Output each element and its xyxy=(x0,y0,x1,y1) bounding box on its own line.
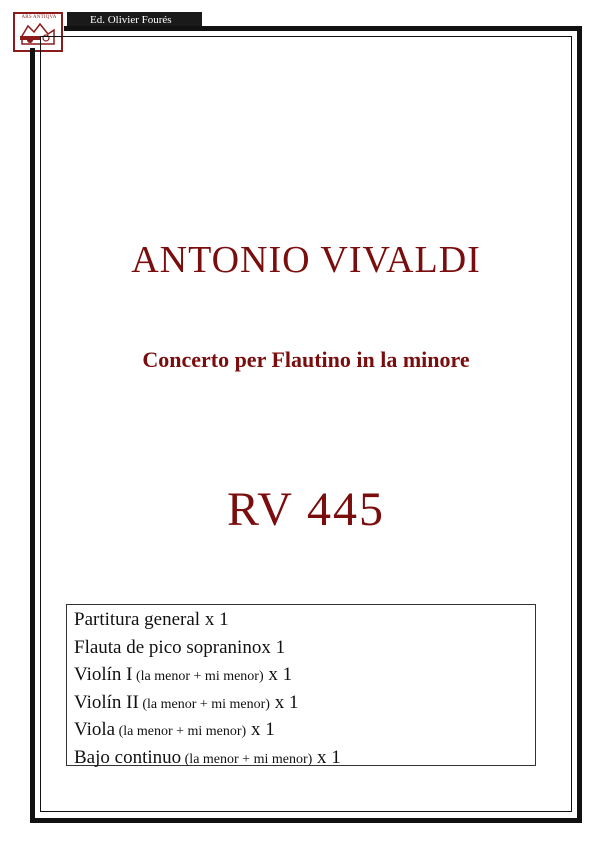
part-count: x 1 xyxy=(200,609,229,630)
editor-label: Ed. Olivier Fourés xyxy=(86,12,176,28)
frame-top-border xyxy=(64,26,582,31)
part-row xyxy=(74,662,528,690)
part-name: Violín II xyxy=(74,691,139,713)
part-detail: (la menor + mi menor) xyxy=(138,696,270,712)
part-name: Partitura general xyxy=(74,609,201,630)
part-row xyxy=(74,690,528,718)
part-name: Flauta de pico sopraninox 1 xyxy=(74,636,286,658)
part-row xyxy=(74,745,528,773)
logo-text: ARS ANTIQVA xyxy=(21,15,57,20)
parts-list xyxy=(66,604,536,766)
part-detail: (la menor + mi menor) xyxy=(115,724,247,739)
work-title: Concerto per Flautino in la minore xyxy=(142,347,470,372)
part-row xyxy=(74,607,528,635)
part-name: Viola xyxy=(74,719,116,740)
part-name: Bajo continuo xyxy=(74,746,182,768)
frame-bottom-border xyxy=(30,818,582,823)
catalog-number: RV 445 xyxy=(227,483,385,536)
frame-left-border xyxy=(30,48,35,823)
part-count: x 1 xyxy=(269,691,299,713)
part-name: Violín I xyxy=(74,664,133,685)
part-detail: (la menor + mi menor) xyxy=(181,751,313,767)
frame-right-border xyxy=(577,26,582,823)
part-count: x 1 xyxy=(246,719,275,740)
part-count: x 1 xyxy=(312,746,341,768)
part-row xyxy=(74,635,528,663)
composer-name: ANTONIO VIVALDI xyxy=(131,239,481,281)
part-count: x 1 xyxy=(263,664,293,685)
part-detail: (la menor + mi menor) xyxy=(132,669,264,684)
part-row xyxy=(74,717,528,745)
